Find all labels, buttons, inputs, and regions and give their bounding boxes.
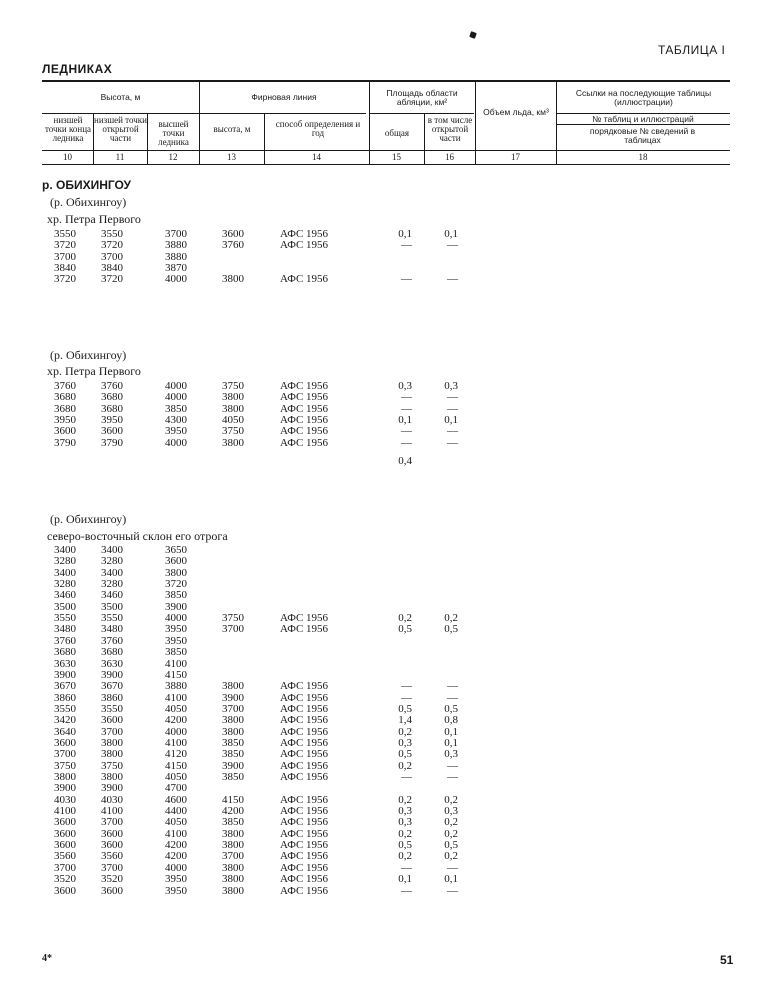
- table-cell: 3680: [101, 402, 123, 415]
- table-cell: 0,3: [444, 380, 458, 392]
- table-cell: 4400: [165, 805, 187, 818]
- table-cell: 3680: [54, 646, 76, 659]
- table-cell: 3750: [101, 759, 123, 772]
- table-cell: 3550: [54, 612, 76, 625]
- table-cell: 3950: [165, 634, 187, 647]
- corner-mark: 4*: [42, 953, 52, 964]
- header-col13: высота, м: [213, 124, 251, 134]
- table-cell: 3700: [54, 861, 76, 874]
- table-cell: 3480: [54, 623, 76, 636]
- table-cell: 3420: [54, 714, 76, 727]
- table-cell: 3860: [101, 691, 123, 704]
- table-cell: —: [447, 691, 458, 704]
- table-cell: 3760: [54, 634, 76, 647]
- table-cell: —: [447, 402, 458, 415]
- table-cell: 0,2: [398, 793, 412, 806]
- table-cell: 3900: [222, 759, 244, 772]
- table-cell: 0,2: [444, 827, 458, 840]
- table-cell: —: [447, 861, 458, 874]
- table-cell: АФС 1956: [280, 850, 329, 863]
- colnum-11: 11: [115, 152, 125, 162]
- header-refs-sub2: порядковые № сведений в таблицах: [589, 126, 696, 145]
- table-cell: АФС 1956: [280, 402, 329, 415]
- header-refs-sub1: № таблиц и иллюстраций: [592, 114, 694, 124]
- table-cell: 3750: [222, 380, 244, 392]
- table-cell: 4300: [165, 414, 187, 427]
- table-cell: 3760: [101, 634, 123, 647]
- table-cell: 3800: [222, 402, 244, 415]
- table-cell: 3480: [101, 623, 123, 636]
- table-cell: АФС 1956: [280, 691, 329, 704]
- table-cell: АФС 1956: [280, 839, 329, 852]
- table-row: [0, 749, 773, 760]
- table-cell: 4100: [54, 805, 76, 818]
- table-cell: 4050: [165, 702, 187, 715]
- table-cell: 3600: [54, 839, 76, 852]
- table-cell: 3550: [101, 612, 123, 625]
- header-col16: в том числе открытой части: [427, 115, 473, 143]
- table-cell: 0,2: [398, 612, 412, 625]
- table-cell: АФС 1956: [280, 623, 329, 636]
- table-cell: 3750: [222, 612, 244, 625]
- table-cell: 4150: [222, 793, 244, 806]
- table-cell: —: [447, 680, 458, 693]
- table-cell: 3460: [54, 589, 76, 602]
- table-cell: 3800: [101, 748, 123, 761]
- table-cell: 4030: [54, 793, 76, 806]
- table-cell: 3550: [54, 228, 76, 240]
- table-cell: 3750: [54, 759, 76, 772]
- section-1-river: (р. Обихингоу): [50, 195, 127, 209]
- table-cell: АФС 1956: [280, 884, 329, 897]
- table-cell: —: [447, 273, 458, 286]
- table-cell: 3950: [165, 873, 187, 886]
- table-cell: 3630: [54, 657, 76, 670]
- table-cell: 3400: [54, 566, 76, 579]
- header-refs-group: Ссылки на последующие таблицы (иллюстрации): [575, 88, 712, 107]
- table-cell: 3400: [101, 544, 123, 556]
- table-cell: 4200: [165, 850, 187, 863]
- table-cell: 3850: [222, 748, 244, 761]
- table-cell: 4000: [165, 436, 187, 449]
- table-cell: —: [447, 391, 458, 404]
- table-cell: 3800: [222, 391, 244, 404]
- table-cell: 3800: [222, 436, 244, 449]
- table-cell: 3880: [165, 250, 187, 263]
- table-row: [0, 438, 773, 449]
- table-cell: 3760: [101, 380, 123, 392]
- table-cell: 3500: [54, 600, 76, 613]
- colnum-10: 10: [63, 152, 72, 162]
- table-cell: 3600: [54, 425, 76, 438]
- table-row: [0, 715, 773, 726]
- table-cell: 3600: [101, 714, 123, 727]
- table-cell: 3950: [165, 623, 187, 636]
- table-row: [0, 556, 773, 567]
- table-cell: АФС 1956: [280, 725, 329, 738]
- table-cell: 3900: [54, 782, 76, 795]
- table-cell: 0,5: [398, 623, 412, 636]
- table-cell: 0,2: [398, 827, 412, 840]
- table-cell: АФС 1956: [280, 273, 329, 286]
- table-cell: АФС 1956: [280, 425, 329, 438]
- table-cell: 3900: [101, 782, 123, 795]
- table-cell: 3700: [101, 250, 123, 263]
- table-cell: 3790: [54, 436, 76, 449]
- table-cell: 0,5: [444, 623, 458, 636]
- table-cell: 4000: [165, 612, 187, 625]
- colnum-16: 16: [445, 152, 454, 162]
- table-cell: 0,2: [444, 816, 458, 829]
- section-2-total: 0,4: [398, 455, 412, 467]
- table-cell: 3280: [101, 578, 123, 591]
- table-cell: 3800: [222, 273, 244, 286]
- table-cell: АФС 1956: [280, 380, 329, 392]
- table-cell: 3600: [101, 884, 123, 897]
- table-cell: 4030: [101, 793, 123, 806]
- table-cell: 3800: [222, 839, 244, 852]
- table-cell: 3720: [54, 239, 76, 252]
- table-cell: 3400: [101, 566, 123, 579]
- colnum-13: 13: [227, 152, 236, 162]
- table-cell: АФС 1956: [280, 793, 329, 806]
- header-col10: низшей точки конца ледника: [44, 115, 92, 143]
- table-cell: 4000: [165, 861, 187, 874]
- table-cell: 1,4: [398, 714, 412, 727]
- table-cell: АФС 1956: [280, 702, 329, 715]
- table-cell: 0,3: [398, 816, 412, 829]
- table-cell: —: [447, 771, 458, 783]
- table-cell: 4100: [165, 827, 187, 840]
- table-cell: 0,2: [444, 793, 458, 806]
- table-cell: 3850: [165, 402, 187, 415]
- table-cell: АФС 1956: [280, 827, 329, 840]
- table-cell: 0,2: [398, 850, 412, 863]
- header-col15: общая: [384, 128, 410, 138]
- table-cell: 3680: [101, 391, 123, 404]
- table-cell: 0,1: [444, 736, 458, 749]
- table-cell: 0,2: [398, 725, 412, 738]
- table-cell: АФС 1956: [280, 391, 329, 404]
- table-cell: 3600: [54, 884, 76, 897]
- ink-mark-icon: [469, 31, 477, 39]
- table-cell: 0,3: [398, 736, 412, 749]
- table-cell: 3850: [165, 589, 187, 602]
- table-row: [0, 647, 773, 658]
- table-cell: 4100: [165, 691, 187, 704]
- table-cell: 3850: [222, 816, 244, 829]
- table-cell: —: [447, 884, 458, 897]
- table-row: [0, 681, 773, 692]
- table-cell: 3280: [54, 578, 76, 591]
- table-cell: 4200: [222, 805, 244, 818]
- table-cell: 4200: [165, 714, 187, 727]
- table-cell: 3700: [101, 861, 123, 874]
- table-cell: 4000: [165, 273, 187, 286]
- table-row: [0, 274, 773, 285]
- table-cell: 3800: [222, 827, 244, 840]
- table-cell: 3800: [165, 566, 187, 579]
- table-cell: 0,2: [444, 612, 458, 625]
- table-cell: 0,5: [398, 748, 412, 761]
- table-cell: АФС 1956: [280, 736, 329, 749]
- table-cell: 3800: [222, 861, 244, 874]
- table-cell: 0,2: [398, 759, 412, 772]
- table-cell: АФС 1956: [280, 748, 329, 761]
- table-cell: 3800: [101, 771, 123, 783]
- table-cell: 3840: [101, 262, 123, 275]
- table-cell: 3760: [222, 239, 244, 252]
- colnum-14: 14: [312, 152, 321, 162]
- table-cell: АФС 1956: [280, 771, 329, 783]
- table-cell: 3280: [101, 555, 123, 568]
- header-col12: высшей точки ледника: [158, 119, 189, 147]
- table-cell: АФС 1956: [280, 680, 329, 693]
- table-cell: 3720: [101, 239, 123, 252]
- table-cell: —: [401, 391, 412, 404]
- table-cell: 3800: [222, 714, 244, 727]
- page-title: ЛЕДНИКАХ: [42, 62, 113, 76]
- basin-title: р. ОБИХИНГОУ: [42, 178, 132, 192]
- table-cell: —: [401, 771, 412, 783]
- table-cell: 3680: [101, 646, 123, 659]
- table-cell: 3800: [101, 736, 123, 749]
- section-2-river: (р. Обихингоу): [50, 348, 127, 362]
- table-cell: 4120: [165, 748, 187, 761]
- header-ice-volume: Объем льда, км³: [483, 107, 549, 117]
- table-cell: —: [401, 884, 412, 897]
- table-cell: 0,1: [444, 873, 458, 886]
- table-cell: АФС 1956: [280, 714, 329, 727]
- table-cell: —: [401, 861, 412, 874]
- table-cell: АФС 1956: [280, 239, 329, 252]
- table-cell: 3800: [222, 680, 244, 693]
- table-cell: 3880: [165, 239, 187, 252]
- table-cell: 3850: [222, 771, 244, 783]
- table-cell: 0,3: [444, 805, 458, 818]
- table-cell: 3880: [165, 680, 187, 693]
- table-cell: 3900: [101, 668, 123, 681]
- table-cell: —: [401, 691, 412, 704]
- table-cell: 3460: [101, 589, 123, 602]
- table-cell: 0,3: [398, 805, 412, 818]
- table-cell: 3900: [54, 668, 76, 681]
- table-cell: —: [401, 239, 412, 252]
- table-row: [0, 817, 773, 828]
- table-cell: 4000: [165, 725, 187, 738]
- section-3-range: северо-восточный склон его отрога: [47, 529, 228, 543]
- table-cell: АФС 1956: [280, 612, 329, 625]
- table-row: [0, 392, 773, 403]
- table-cell: 4100: [165, 657, 187, 670]
- table-cell: АФС 1956: [280, 816, 329, 829]
- page-number: 51: [720, 953, 734, 967]
- table-cell: 3700: [222, 850, 244, 863]
- table-cell: 3850: [222, 736, 244, 749]
- table-cell: —: [447, 436, 458, 449]
- table-cell: 0,5: [444, 702, 458, 715]
- table-cell: 3630: [101, 657, 123, 670]
- table-cell: 3280: [54, 555, 76, 568]
- table-cell: —: [401, 680, 412, 693]
- table-cell: 4050: [165, 771, 187, 783]
- table-cell: 0,3: [398, 380, 412, 392]
- header-firn-group: Фирновая линия: [251, 92, 317, 102]
- colnum-15: 15: [392, 152, 401, 162]
- table-cell: 3860: [54, 691, 76, 704]
- table-cell: 3650: [165, 544, 187, 556]
- header-col14: способ определения и год: [275, 119, 361, 138]
- table-cell: 3800: [222, 873, 244, 886]
- table-cell: 3700: [101, 725, 123, 738]
- header-col11: низшей точки открытой части: [94, 115, 147, 143]
- table-cell: 3700: [54, 748, 76, 761]
- table-cell: 3670: [54, 680, 76, 693]
- table-cell: 3550: [101, 228, 123, 240]
- table-cell: 3750: [222, 425, 244, 438]
- table-cell: 3680: [54, 402, 76, 415]
- table-cell: 4200: [165, 839, 187, 852]
- table-cell: 3680: [54, 391, 76, 404]
- section-3-river: (р. Обихингоу): [50, 512, 127, 526]
- table-cell: 3550: [101, 702, 123, 715]
- table-cell: 0,1: [398, 414, 412, 427]
- table-row: [0, 783, 773, 794]
- colnum-12: 12: [168, 152, 178, 162]
- colnum-17: 17: [511, 152, 520, 162]
- table-cell: 3790: [101, 436, 123, 449]
- table-cell: 0,1: [444, 414, 458, 427]
- colnum-18: 18: [638, 152, 648, 162]
- table-cell: 3720: [54, 273, 76, 286]
- table-cell: —: [447, 239, 458, 252]
- table-cell: 3550: [54, 702, 76, 715]
- table-cell: 3800: [222, 884, 244, 897]
- table-cell: 3870: [165, 262, 187, 275]
- table-cell: 3900: [165, 600, 187, 613]
- table-cell: АФС 1956: [280, 414, 329, 427]
- table-cell: 3600: [165, 555, 187, 568]
- table-cell: —: [401, 273, 412, 286]
- table-row: [0, 426, 773, 437]
- table-cell: 4150: [165, 668, 187, 681]
- table-cell: 0,1: [398, 873, 412, 886]
- table-cell: 3700: [101, 816, 123, 829]
- table-cell: 4050: [165, 816, 187, 829]
- table-cell: 0,3: [444, 748, 458, 761]
- table-cell: 4000: [165, 391, 187, 404]
- table-cell: 0,2: [444, 850, 458, 863]
- table-row: [0, 874, 773, 885]
- table-cell: 3560: [101, 850, 123, 863]
- table-cell: 3800: [54, 771, 76, 783]
- table-cell: 3670: [101, 680, 123, 693]
- table-cell: 4100: [101, 805, 123, 818]
- table-cell: 3950: [165, 425, 187, 438]
- header-ablation-area: Площадь области абляции, км²: [386, 88, 458, 107]
- table-cell: —: [401, 425, 412, 438]
- table-cell: 3700: [165, 228, 187, 240]
- table-cell: 3640: [54, 725, 76, 738]
- table-cell: 3600: [54, 827, 76, 840]
- table-cell: 3520: [101, 873, 123, 886]
- table-cell: 3400: [54, 544, 76, 556]
- table-cell: 0,5: [398, 839, 412, 852]
- table-cell: 0,8: [444, 714, 458, 727]
- table-cell: АФС 1956: [280, 873, 329, 886]
- table-cell: АФС 1956: [280, 805, 329, 818]
- table-cell: 0,1: [444, 725, 458, 738]
- table-cell: 3700: [54, 250, 76, 263]
- table-cell: 3950: [165, 884, 187, 897]
- table-cell: 3720: [101, 273, 123, 286]
- table-label: ТАБЛИЦА I: [658, 43, 726, 57]
- table-cell: —: [447, 425, 458, 438]
- table-cell: 3720: [165, 578, 187, 591]
- table-row: [0, 240, 773, 251]
- table-cell: 0,1: [444, 228, 458, 240]
- table-cell: 4700: [165, 782, 187, 795]
- table-cell: 3700: [222, 702, 244, 715]
- table-cell: 0,5: [444, 839, 458, 852]
- table-cell: 3600: [101, 827, 123, 840]
- section-2-range: хр. Петра Первого: [47, 364, 141, 378]
- table-cell: 3950: [101, 414, 123, 427]
- table-cell: 4000: [165, 380, 187, 392]
- table-cell: 4600: [165, 793, 187, 806]
- table-row: [0, 590, 773, 601]
- table-cell: 3600: [54, 736, 76, 749]
- table-cell: —: [401, 402, 412, 415]
- table-cell: 3520: [54, 873, 76, 886]
- header-height-group: Высота, м: [100, 92, 141, 102]
- table-cell: 3800: [222, 725, 244, 738]
- table-cell: 3900: [222, 691, 244, 704]
- table-cell: 3950: [54, 414, 76, 427]
- section-1-range: хр. Петра Первого: [47, 212, 141, 226]
- table-cell: 0,5: [398, 702, 412, 715]
- table-cell: 3600: [101, 839, 123, 852]
- table-cell: 3600: [222, 228, 244, 240]
- table-cell: 3700: [222, 623, 244, 636]
- table-cell: 3600: [54, 816, 76, 829]
- table-cell: 3840: [54, 262, 76, 275]
- table-cell: АФС 1956: [280, 436, 329, 449]
- table-cell: 4150: [165, 759, 187, 772]
- table-row: [0, 886, 773, 897]
- table-cell: АФС 1956: [280, 228, 329, 240]
- table-cell: 0,1: [398, 228, 412, 240]
- table-cell: 3850: [165, 646, 187, 659]
- table-cell: 3560: [54, 850, 76, 863]
- table-cell: АФС 1956: [280, 759, 329, 772]
- table-cell: 3600: [101, 425, 123, 438]
- table-cell: —: [447, 759, 458, 772]
- table-cell: 4100: [165, 736, 187, 749]
- table-cell: АФС 1956: [280, 861, 329, 874]
- table-cell: 3500: [101, 600, 123, 613]
- table-cell: 3760: [54, 380, 76, 392]
- table-cell: —: [401, 436, 412, 449]
- table-cell: 4050: [222, 414, 244, 427]
